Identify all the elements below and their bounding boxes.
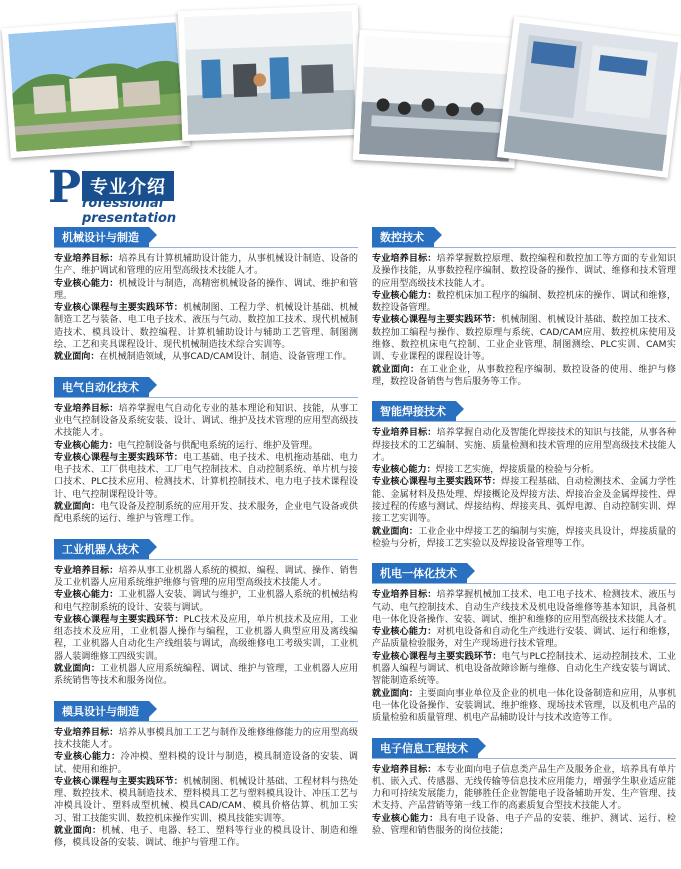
section-item: 专业培养目标：培养掌握自动化及智能化焊接技术的知识与技能，从事各种焊接技术的工艺编制、实施、质量检测和技术管理的应用型高级技术技能人才。	[372, 428, 676, 463]
section-item: 专业核心课程与主要实践环节：机械制图、工程力学、机械设计基础、机械制造工艺与装备、电工电子技术、液压与气动、数控加工技术、现代机械制造技术、模具设计、数控编程、计算机辅助设计与辅助工艺管理、制图测绘、工艺和夹具课程设计、现代机械制造技术综合实训等。	[54, 303, 358, 351]
section-title: 智能焊接技术	[372, 401, 456, 421]
section-title: 机械设计与制造	[54, 227, 149, 247]
section-item: 专业核心课程与主要实践环节：电气与PLC控制技术、运动控制技术、工业机器人编程与调试、机电设备故障诊断与维修、自动化生产线安装与调试、智能制造系统等。	[372, 651, 676, 687]
section-item: 专业核心能力：工业机器人安装、调试与维护，工业机器人系统的机械结构和电气控制系统的设计、安装与调试。	[54, 590, 358, 613]
page-title-block	[48, 162, 258, 226]
section-item: 专业核心能力：机械设计与制造，高精密机械设备的操作、调试、维护和管理。	[54, 278, 358, 301]
section-item: 专业核心能力：电气控制设备与供配电系统的运行、维护及管理。	[54, 440, 318, 451]
section-item: 专业核心课程与主要实践环节：机械制图、机械设计基础、数控加工技术、数控加工编程与操作、数控原理与系统、CAD/CAM应用、数控机床使用及维修、数控机床电气控制、工业企业管理、制图测绘、PLC实训、CAM实训、专业课程的课程设计等。	[372, 315, 676, 363]
section-item: 就业面向：电气设备及控制系统的应用开发、技术服务，企业电气设备或供配电系统的运行、维护与管理工作。	[54, 502, 358, 525]
section-item: 专业核心课程与主要实践环节：电工基础、电子技术、电机拖动基础、电力电子技术、工厂供电技术、工厂电气控制技术、自动控制系统、单片机与接口技术、PLC技术应用、检测技术、计算机控制技术、电力电子技术课程设计、电气控制课程设计等。	[54, 452, 358, 500]
classroom-photo	[353, 30, 522, 168]
section-mechanical-design	[54, 226, 358, 364]
section-electronic-info	[372, 737, 676, 838]
section-smart-welding	[372, 400, 676, 550]
section-mold-design	[54, 700, 358, 850]
section-title: 电气自动化技术	[54, 377, 149, 397]
section-divider	[54, 247, 358, 248]
section-divider	[54, 721, 358, 722]
section-item: 专业培养目标：培养掌握电气自动化专业的基本理论和知识、技能，从事工业电气控制设备及系统安装、设计、调试、维护及技术管理的应用型高级技术技能人才。	[54, 403, 358, 439]
campus-image	[8, 22, 184, 151]
section-item: 就业面向：在工业企业，从事数控程序编制、数控设备的使用、维护与修理，数控设备销售与售后服务等工作。	[372, 364, 676, 387]
section-cnc	[372, 226, 676, 388]
section-divider	[372, 583, 676, 584]
section-divider	[372, 421, 676, 422]
title-initial: P	[48, 162, 82, 213]
section-item: 专业培养目标：培养从事模具加工工艺与制作及维修维修能力的应用型高级技术技能人才。	[54, 727, 358, 750]
section-mechatronics	[372, 562, 676, 724]
classroom-image	[359, 36, 515, 162]
section-electrical-automation	[54, 376, 358, 526]
section-item: 专业核心能力：对机电设备和自动化生产线进行安装、调试、运行和维修，产品质量检验服务，对生产现场进行技术管理。	[372, 627, 676, 650]
section-item: 专业培养目标：培养掌握机械加工技术、电工电子技术、检测技术、液压与气动、电气控制技术、自动生产线技术及机电设备维修等基本知识，具备机电一体化设备操作、安装、调试、维护和维修的应用型高级技术技能人才。	[372, 590, 676, 625]
section-divider	[54, 397, 358, 398]
section-title: 数控技术	[372, 227, 434, 247]
section-item: 专业核心能力：冷冲模、塑料模的设计与制造，模具制造设备的安装、调试、使用和维护。	[54, 752, 358, 775]
section-item: 专业培养目标：培养掌握数控原理、数控编程和数控加工等方面的专业知识及操作技能，从事数控程序编制、数控设备的操作、调试、维修和技术管理的应用型高级技术技能人才。	[372, 254, 676, 289]
section-item: 专业培养目标：本专业面向电子信息类产品生产及服务企业，培养具有单片机、嵌入式、传感器、无线传输等信息技术应用能力，增强学生职业适应能力和可持续发展能力，能够胜任企业智能电子设备辅助开发、生产管理、技术支持、产品营销等第一线工作的高素质复合型技术技能人才。	[372, 764, 676, 812]
right-column	[372, 226, 676, 849]
lab-photo	[497, 16, 681, 178]
page-title: 专业介绍	[82, 171, 174, 201]
section-item: 就业面向：在机械制造领域，从事CAD/CAM设计、制造、设备管理工作。	[54, 352, 352, 363]
section-divider	[54, 559, 358, 560]
workshop-photo	[178, 5, 362, 141]
page-subtitle: rofessional presentation	[82, 196, 177, 226]
left-column	[54, 226, 358, 862]
section-item: 专业培养目标：培养具有计算机辅助设计能力，从事机械设计制造、设备的生产、维护调试和管理的应用型高级技术技能人才。	[54, 254, 358, 277]
section-item: 就业面向：工业机器人应用系统编程、调试、维护与管理，工业机器人应用系统销售等技术和服务岗位。	[54, 664, 358, 687]
section-item: 就业面向：主要面向事业单位及企业的机电一体化设备制造和应用，从事机电一体化设备操作、安装调试、维护维修、现场技术管理，以及机电产品的质量检验和质量管理、机电产品辅助设计与技术改造等工作。	[372, 688, 676, 724]
section-divider	[372, 247, 676, 248]
lab-image	[504, 23, 679, 172]
section-title: 机电一体化技术	[372, 563, 467, 583]
section-item: 专业培养目标：培养从事工业机器人系统的模拟、编程、调试、操作、销售及工业机器人应用系统维护维修与管理的应用型高级技术技能人才。	[54, 565, 358, 588]
section-title: 工业机器人技术	[54, 539, 149, 559]
section-item: 专业核心能力：焊接工艺实施，焊接质量的检验与分析。	[372, 465, 600, 476]
section-title: 电子信息工程技术	[372, 738, 478, 758]
section-item: 就业面向：机械、电子、电器、轻工、塑料等行业的模具设计、制造和维修，模具设备的安装、调试、维护与管理工作。	[54, 825, 358, 849]
section-item: 专业核心课程与主要实践环节：PLC技术及应用，单片机技术及应用，工业组态技术及应用，工业机器人操作与编程，工业机器人典型应用及离线编程，工业机器人自动化生产线组装与调试，高级维修电工考级实训，工业机器人装调维修工四级实训。	[54, 614, 358, 662]
section-title: 模具设计与制造	[54, 701, 149, 721]
photo-collage	[0, 0, 681, 170]
section-item: 就业面向：工业企业中焊接工艺的编制与实施，焊接夹具设计，焊接质量的检验与分析，焊接工艺实验以及焊接设备管理等工作。	[372, 526, 676, 549]
workshop-image	[184, 11, 356, 135]
section-divider	[372, 758, 676, 759]
section-item: 专业核心课程与主要实践环节：机械制图、机械设计基础、工程材料与热处理、数控技术、模具制造技术、塑料模具工艺与塑料模具设计、冲压工艺与冲模具设计、塑料成型机械、模具CAD/CAM、模具价格估算、机加工实习、钳工技能实训、数控机床操作实训、模具技能实训等。	[54, 776, 358, 824]
section-industrial-robot	[54, 538, 358, 688]
campus-photo	[2, 16, 191, 158]
section-item: 专业核心能力：具有电子设备、电子产品的安装、维护、测试、运行、检验、管理和销售服务的岗位技能；	[372, 813, 676, 836]
section-item: 专业核心能力：数控机床加工程序的编制、数控机床的操作、调试和维修，数控设备管理。	[372, 290, 676, 314]
section-item: 专业核心课程与主要实践环节：焊接工程基础、自动检测技术、金属力学性能、金属材料及热处理、焊接概论及焊接方法、焊接冶金及金属焊接性、焊接过程的传感与测试、焊接结构、焊接夹具、弧焊电源、自动控制实训、焊接工艺实训等。	[372, 477, 676, 525]
